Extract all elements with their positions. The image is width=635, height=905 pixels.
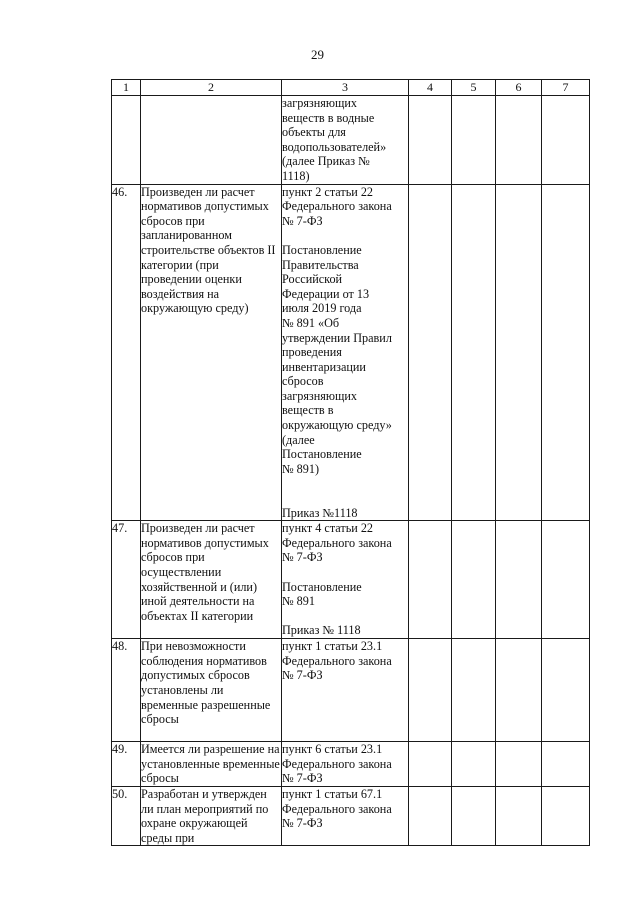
reference-line: проведения xyxy=(282,345,342,360)
reference-line: Федерального закона xyxy=(282,535,392,550)
empty-cell xyxy=(496,742,542,787)
reference-line: веществ в xyxy=(282,403,334,418)
reference-line: Приказ № 1118 xyxy=(282,623,361,638)
question-cell: Произведен ли расчет нормативов допустимых сбросов при запланированном строительстве объектов II категории (при проведении оценки воздействия на окружающую среду) xyxy=(141,184,282,521)
reference-line xyxy=(282,609,408,624)
row-number: 48. xyxy=(112,639,141,742)
reference-line: Российской xyxy=(282,272,343,287)
reference-line: № 891) xyxy=(282,461,320,476)
reference-line: Постановление xyxy=(282,242,362,257)
table-row xyxy=(112,787,590,846)
empty-cell xyxy=(452,521,496,639)
empty-cell xyxy=(409,96,452,185)
reference-line: № 891 xyxy=(282,594,315,609)
empty-cell xyxy=(452,184,496,521)
reference-line: Федерального закона xyxy=(282,801,392,816)
page-number: 29 xyxy=(311,47,324,62)
reference-line: № 7-ФЗ xyxy=(282,213,323,228)
column-header-3: 3 xyxy=(282,80,409,96)
reference-line: Правительства xyxy=(282,257,359,272)
reference-line: пункт 6 статьи 23.1 xyxy=(282,742,383,757)
empty-cell xyxy=(409,787,452,846)
row-number: 46. xyxy=(112,184,141,521)
empty-cell xyxy=(542,639,590,742)
reference-line: веществ в водные xyxy=(282,110,375,125)
reference-line: Постановление xyxy=(282,447,362,462)
reference-line: № 7-ФЗ xyxy=(282,816,323,831)
column-header-6: 6 xyxy=(496,80,542,96)
column-header-1: 1 xyxy=(112,80,141,96)
question-cell: Разработан и утвержден ли план мероприятий по охране окружающей среды при xyxy=(141,787,282,846)
empty-cell xyxy=(542,521,590,639)
reference-line: водопользователей» xyxy=(282,139,387,154)
reference-line: загрязняющих xyxy=(282,388,357,403)
reference-line: Приказ №1118 xyxy=(282,505,358,520)
empty-cell xyxy=(409,184,452,521)
row-number: 49. xyxy=(112,742,141,787)
reference-line: пункт 1 статьи 67.1 xyxy=(282,787,383,801)
empty-cell xyxy=(496,787,542,846)
question-cell: Произведен ли расчет нормативов допустимых сбросов при осуществлении хозяйственной и (или) иной деятельности на объектах II категории xyxy=(141,521,282,639)
reference-line: загрязняющих xyxy=(282,96,357,110)
reference-line: (далее Приказ № xyxy=(282,154,370,169)
reference-line: № 7-ФЗ xyxy=(282,550,323,565)
row-number: 50. xyxy=(112,787,141,846)
empty-cell xyxy=(542,787,590,846)
empty-cell xyxy=(409,742,452,787)
table-row xyxy=(112,521,590,639)
reference-line: сбросов xyxy=(282,374,324,389)
empty-cell xyxy=(452,742,496,787)
reference-line: инвентаризации xyxy=(282,359,366,374)
reference-line: Постановление xyxy=(282,579,362,594)
question-cell: При невозможности соблюдения нормативов допустимых сбросов установлены ли временные разрешенные сбросы xyxy=(141,639,282,742)
empty-cell xyxy=(496,639,542,742)
column-header-7: 7 xyxy=(542,80,590,96)
reference-line: (далее xyxy=(282,432,315,447)
question-cell xyxy=(141,96,282,185)
table-header-row xyxy=(112,80,590,96)
table-row xyxy=(112,639,590,742)
column-header-2: 2 xyxy=(141,80,282,96)
empty-cell xyxy=(496,184,542,521)
legal-reference-cell xyxy=(282,639,409,742)
reference-line: пункт 1 статьи 23.1 xyxy=(282,639,383,654)
empty-cell xyxy=(452,639,496,742)
legal-reference-cell xyxy=(282,787,409,846)
table-row xyxy=(112,96,590,185)
checklist-table xyxy=(111,79,590,846)
column-header-4: 4 xyxy=(409,80,452,96)
reference-line: Федерального закона xyxy=(282,756,392,771)
empty-cell xyxy=(409,639,452,742)
empty-cell xyxy=(409,521,452,639)
reference-line xyxy=(282,476,408,491)
reference-line xyxy=(282,491,408,506)
empty-cell xyxy=(542,742,590,787)
row-number xyxy=(112,96,141,185)
legal-reference-cell xyxy=(282,184,409,521)
empty-cell xyxy=(496,96,542,185)
empty-cell xyxy=(452,787,496,846)
reference-line xyxy=(282,565,408,580)
reference-line: № 7-ФЗ xyxy=(282,668,323,683)
reference-line: пункт 2 статьи 22 xyxy=(282,184,374,199)
column-header-5: 5 xyxy=(452,80,496,96)
table-row xyxy=(112,742,590,787)
reference-line: Федерации от 13 xyxy=(282,286,370,301)
reference-line: Федерального закона xyxy=(282,199,392,214)
reference-line: июля 2019 года xyxy=(282,301,362,316)
reference-line: утверждении Правил xyxy=(282,330,392,345)
reference-line: Федерального закона xyxy=(282,653,392,668)
legal-reference-cell xyxy=(282,521,409,639)
empty-cell xyxy=(452,96,496,185)
row-number: 47. xyxy=(112,521,141,639)
reference-line xyxy=(282,228,408,243)
empty-cell xyxy=(542,184,590,521)
reference-line: окружающую среду» xyxy=(282,418,392,433)
reference-line: объекты для xyxy=(282,125,346,140)
legal-reference-cell xyxy=(282,96,409,185)
reference-line: № 891 «Об xyxy=(282,315,340,330)
empty-cell xyxy=(496,521,542,639)
question-cell: Имеется ли разрешение на установленные временные сбросы xyxy=(141,742,280,786)
reference-line: 1118) xyxy=(282,168,310,183)
reference-line: № 7-ФЗ xyxy=(282,771,323,786)
empty-cell xyxy=(542,96,590,185)
legal-reference-cell xyxy=(282,742,409,787)
reference-line: пункт 4 статьи 22 xyxy=(282,521,374,536)
table-row xyxy=(112,184,590,521)
